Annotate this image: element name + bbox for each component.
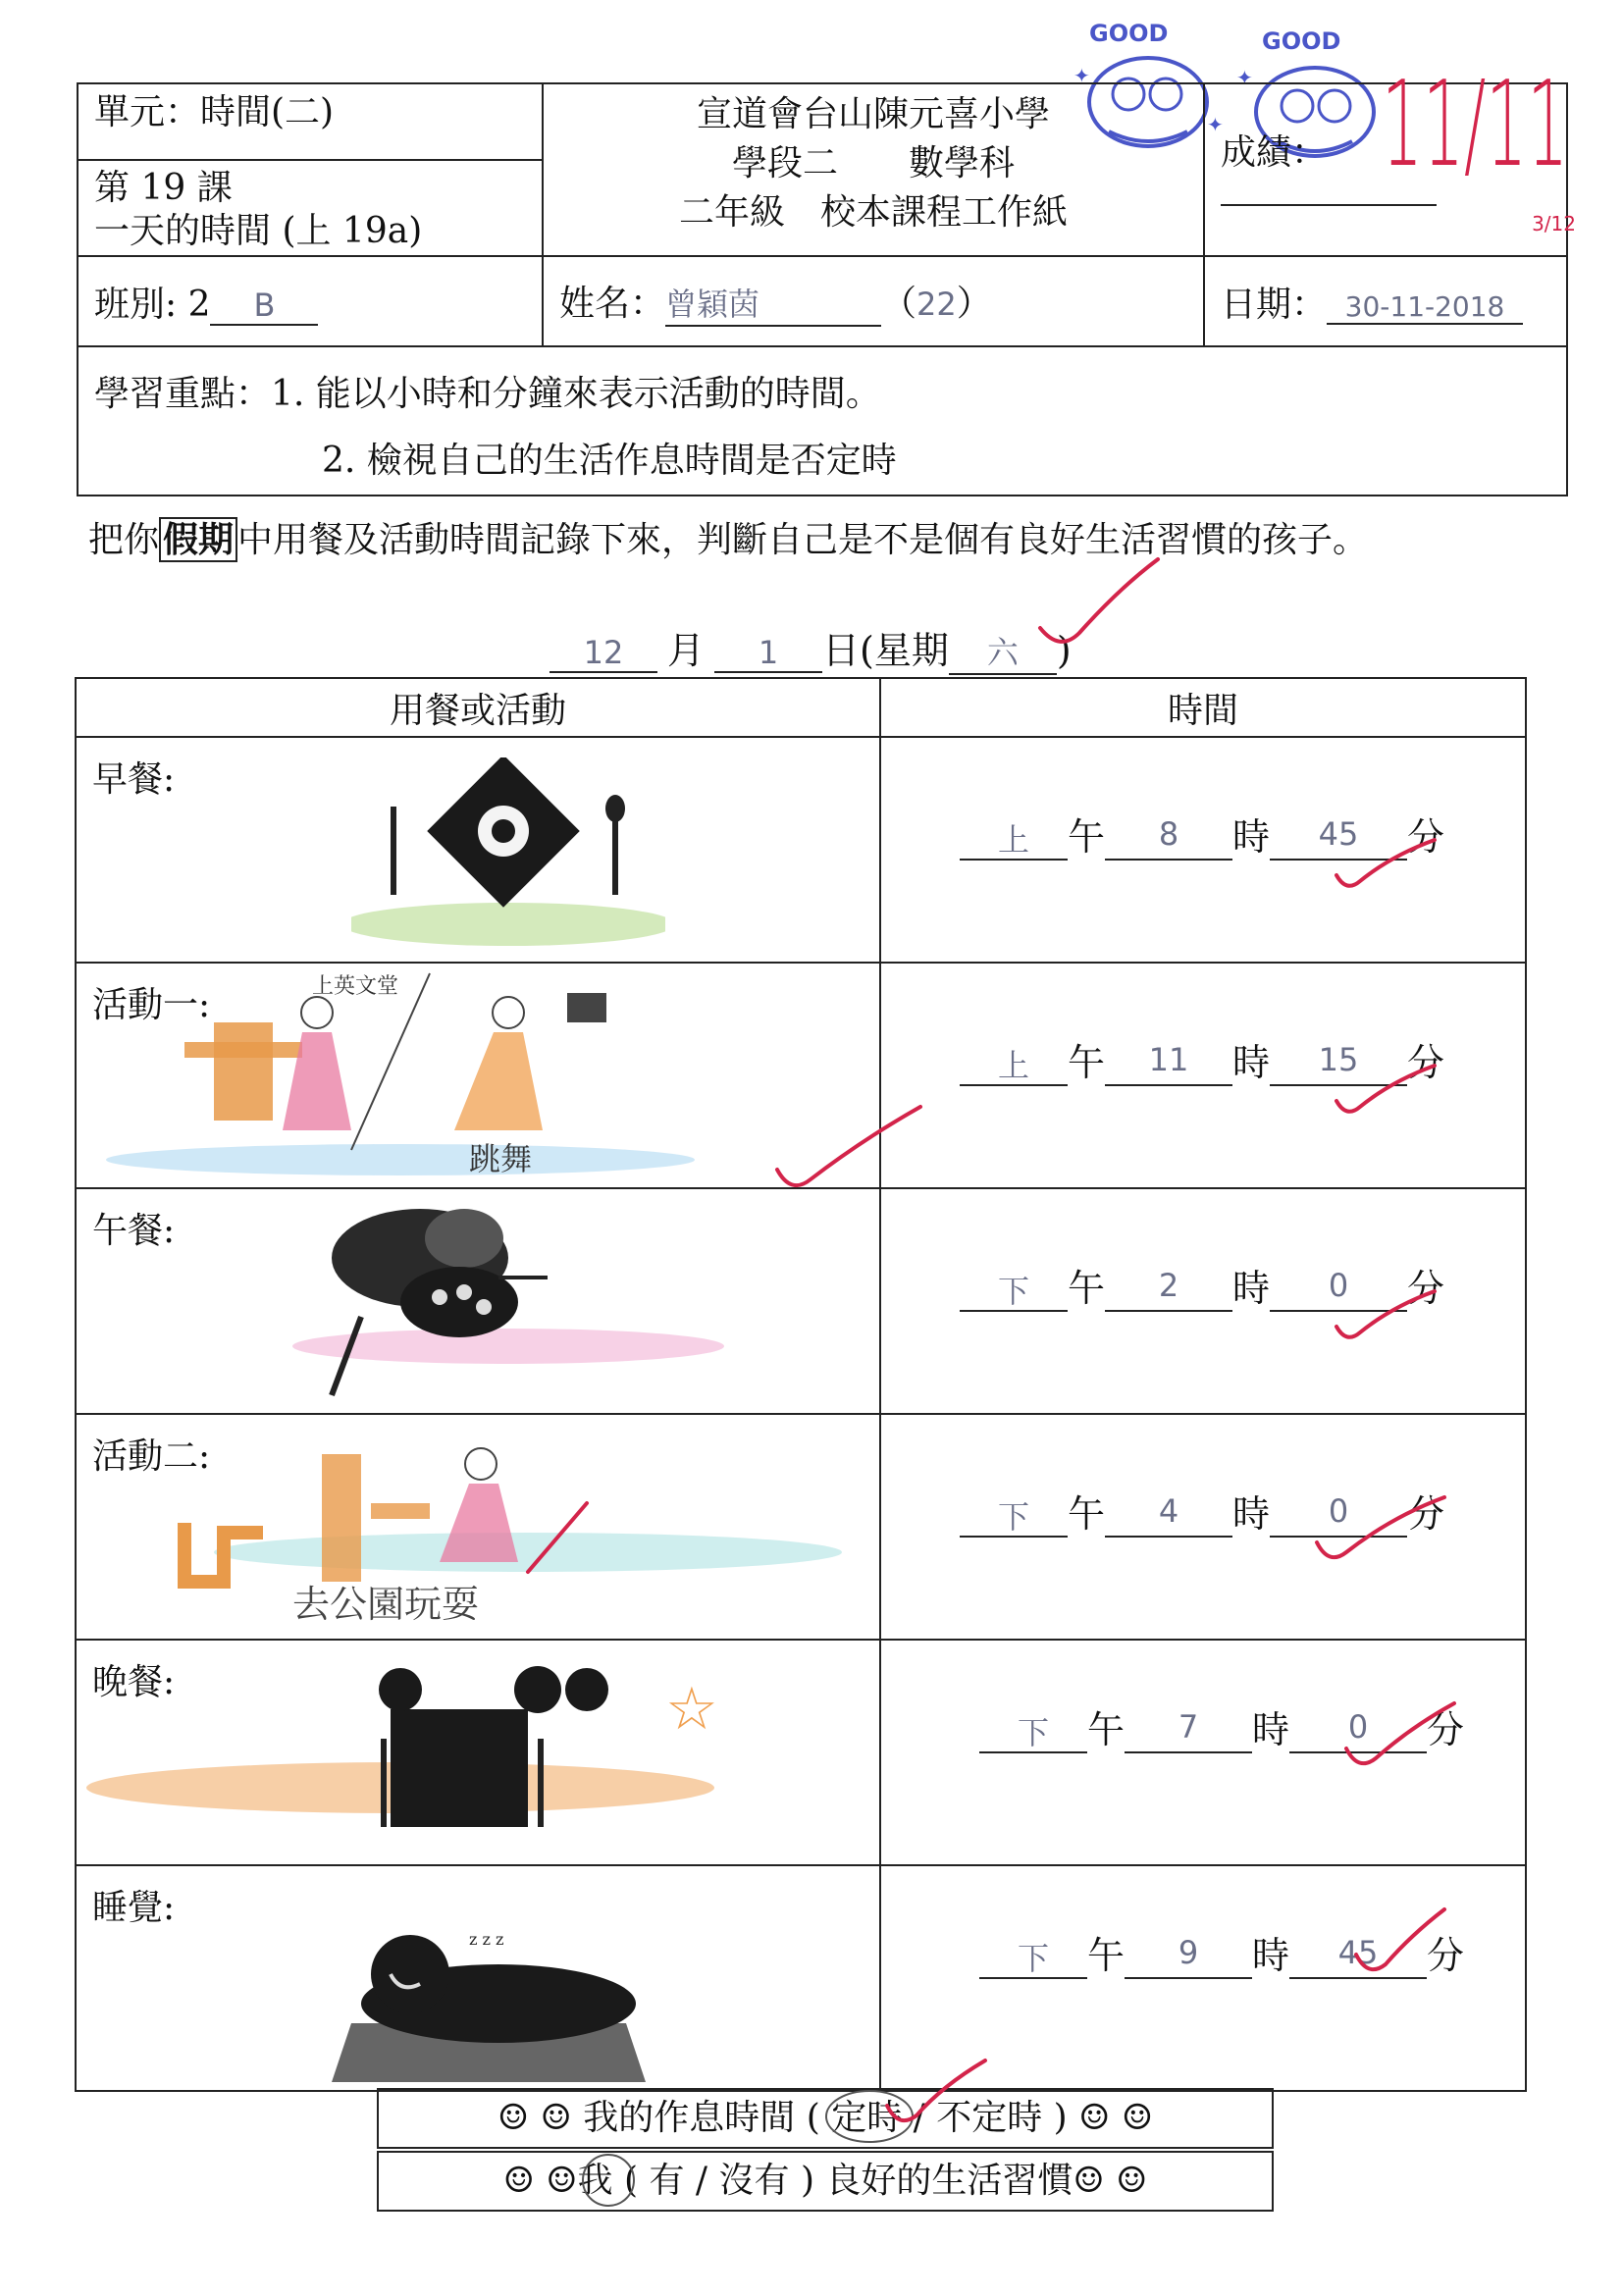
- column-header-time: 時間: [880, 678, 1526, 737]
- minute-value: 0: [1289, 1708, 1427, 1753]
- label-minute: 分: [1407, 1041, 1445, 1084]
- activity-label: 活動一:: [92, 985, 211, 1025]
- date-line: [550, 620, 1072, 675]
- label-wu: 午: [1068, 815, 1106, 859]
- weekday-check-mark: [1030, 549, 1168, 657]
- column-header-activity: 用餐或活動: [76, 678, 880, 737]
- time-cell: [880, 1188, 1526, 1414]
- grade-cell: [1204, 57, 1576, 256]
- activity-one-drawing: [106, 964, 871, 1185]
- date-cell: [1204, 256, 1567, 346]
- school-cell: [543, 83, 1204, 256]
- instruction-boxed-word: 假期: [159, 517, 237, 562]
- focus-point-2: 2. 檢視自己的生活作息時間是否定時: [322, 441, 897, 481]
- table-row: [76, 1640, 1526, 1865]
- circle-yes: [579, 2151, 638, 2210]
- label-hour: 時: [1232, 815, 1271, 859]
- name-label: 姓名：: [559, 284, 666, 324]
- instruction-prefix: 把你: [88, 520, 160, 560]
- hour-value: 4: [1105, 1492, 1232, 1538]
- table-row: [76, 963, 1526, 1188]
- class-value: B: [210, 287, 318, 326]
- period-value: 下: [979, 1708, 1087, 1753]
- label-wu: 午: [1087, 1708, 1126, 1751]
- svg-text:✦: ✦: [1073, 64, 1090, 87]
- date-close: ): [1056, 629, 1072, 672]
- activity-note-park: 去公園玩耍: [292, 1583, 480, 1626]
- activity-cell: [76, 1640, 880, 1865]
- lesson-cell: [78, 160, 543, 256]
- period-value: 下: [979, 1934, 1087, 1979]
- date-day-label: 日(星期: [822, 629, 949, 672]
- label-hour: 時: [1232, 1041, 1271, 1084]
- lesson-number: 第 19 課: [94, 168, 233, 208]
- stage-subject: 學段二 數學科: [731, 143, 1015, 183]
- activity-two-drawing: [116, 1425, 862, 1631]
- unit-label: 單元：時間(二): [94, 92, 335, 132]
- date-weekday: 六: [949, 628, 1057, 675]
- label-wu: 午: [1068, 1267, 1106, 1310]
- period-value: 上: [960, 1041, 1068, 1086]
- hour-value: 9: [1125, 1934, 1252, 1979]
- minute-value: 45: [1270, 815, 1407, 861]
- check-mark: [1333, 836, 1440, 895]
- sleep-drawing: [332, 1905, 665, 2088]
- minute-value: 0: [1270, 1267, 1407, 1312]
- label-minute: 分: [1427, 1934, 1465, 1977]
- table-row: [76, 1865, 1526, 2091]
- activity-cell: [76, 1188, 880, 1414]
- svg-text:GOOD: GOOD: [1089, 20, 1169, 47]
- label-minute: 分: [1427, 1708, 1465, 1751]
- label-hour: 時: [1252, 1934, 1290, 1977]
- hour-value: 8: [1105, 815, 1232, 861]
- date-day: 1: [714, 634, 822, 673]
- class-cell: [78, 256, 543, 346]
- label-hour: 時: [1232, 1492, 1271, 1536]
- svg-text:✦: ✦: [1236, 66, 1253, 89]
- minute-value: 45: [1289, 1934, 1427, 1979]
- label-minute: 分: [1407, 1492, 1445, 1536]
- activity-cell: [76, 1414, 880, 1640]
- summary-habit-text: ☺ ☺我 ( 有 / 沒有 ) 良好的生活習慣☺ ☺: [502, 2161, 1148, 2201]
- hour-value: 11: [1105, 1041, 1232, 1086]
- hour-value: 2: [1105, 1267, 1232, 1312]
- check-mark: [1333, 1062, 1440, 1121]
- header-table: [77, 57, 1576, 496]
- activity-cell: [76, 737, 880, 963]
- breakfast-drawing: [351, 757, 665, 954]
- period-value: 上: [960, 815, 1068, 861]
- svg-text:z z z: z z z: [469, 1930, 504, 1949]
- instruction-suffix: 中用餐及活動時間記錄下來，判斷自己是不是個有良好生活習慣的孩子。: [237, 520, 1369, 560]
- class-label: 班別: 2: [94, 284, 211, 325]
- label-wu: 午: [1068, 1492, 1106, 1536]
- label-minute: 分: [1407, 1267, 1445, 1310]
- summary-routine-text: ☺ ☺ 我的作息時間 ( 定時 / 不定時 ) ☺ ☺: [497, 2098, 1154, 2138]
- activity-note-english: 上英文堂: [312, 974, 399, 999]
- label-minute: 分: [1407, 815, 1445, 859]
- label-wu: 午: [1087, 1934, 1126, 1977]
- activity-label: 活動二:: [92, 1436, 211, 1477]
- period-value: 下: [960, 1267, 1068, 1312]
- focus-label: 學習重點：: [94, 374, 272, 414]
- score-mark: 11/11: [1382, 57, 1569, 193]
- schedule-table: [75, 677, 1527, 2092]
- grade-label: 成績：: [1221, 132, 1328, 173]
- check-mark: [1333, 1287, 1440, 1346]
- label-wu: 午: [1068, 1041, 1106, 1084]
- table-row: [76, 737, 1526, 963]
- focus-cell: [78, 346, 1567, 496]
- minute-value: 15: [1270, 1041, 1407, 1086]
- hour-value: 7: [1125, 1708, 1252, 1753]
- check-mark: [1342, 1699, 1460, 1778]
- instruction: [88, 510, 1580, 570]
- activity-cell: [76, 963, 880, 1188]
- check-mark: [1352, 1905, 1450, 1984]
- focus-point-1: 1. 能以小時和分鐘來表示活動的時間。: [271, 374, 881, 414]
- check-mark: [773, 1101, 930, 1199]
- name-cell: 姓名：曾穎茵 （22）: [543, 256, 1204, 346]
- label-hour: 時: [1232, 1267, 1271, 1310]
- lesson-title: 一天的時間 (上 19a): [94, 211, 423, 251]
- lunch-drawing: [292, 1199, 724, 1405]
- svg-text:GOOD: GOOD: [1262, 27, 1341, 55]
- time-cell: [880, 1414, 1526, 1640]
- activity-note-dance: 跳舞: [469, 1140, 533, 1177]
- date-month: 12: [550, 634, 657, 673]
- minute-value: 0: [1270, 1492, 1407, 1538]
- time-cell: [880, 1640, 1526, 1865]
- check-mark: [1313, 1493, 1450, 1572]
- date-label: 日期：: [1221, 284, 1328, 325]
- svg-text:☆: ☆: [665, 1675, 718, 1744]
- date-value: 30-11-2018: [1327, 290, 1523, 325]
- check-mark: [883, 2057, 991, 2135]
- svg-text:✦: ✦: [1207, 113, 1224, 136]
- time-cell: [880, 963, 1526, 1188]
- table-row: [76, 1414, 1526, 1640]
- grade-sheet-title: 二年級 校本課程工作紙: [678, 192, 1068, 233]
- time-cell: [880, 737, 1526, 963]
- period-value: 下: [960, 1492, 1068, 1538]
- dinner-drawing: [77, 1650, 873, 1856]
- activity-label: 晚餐:: [92, 1662, 176, 1702]
- unit-cell: [78, 83, 543, 160]
- score-note: 3/12: [1532, 212, 1576, 235]
- activity-label: 睡覺:: [92, 1888, 176, 1928]
- school-name: 宣道會台山陳元喜小學: [696, 94, 1050, 134]
- name-value: 曾穎茵: [665, 280, 881, 327]
- activity-cell: [76, 1865, 880, 2091]
- date-month-label: 月: [667, 629, 706, 672]
- label-hour: 時: [1252, 1708, 1290, 1751]
- summary-habit: [377, 2151, 1274, 2212]
- activity-label: 午餐:: [92, 1211, 176, 1251]
- student-number: 22: [916, 286, 957, 323]
- activity-label: 早餐:: [92, 759, 176, 800]
- table-row: [76, 1188, 1526, 1414]
